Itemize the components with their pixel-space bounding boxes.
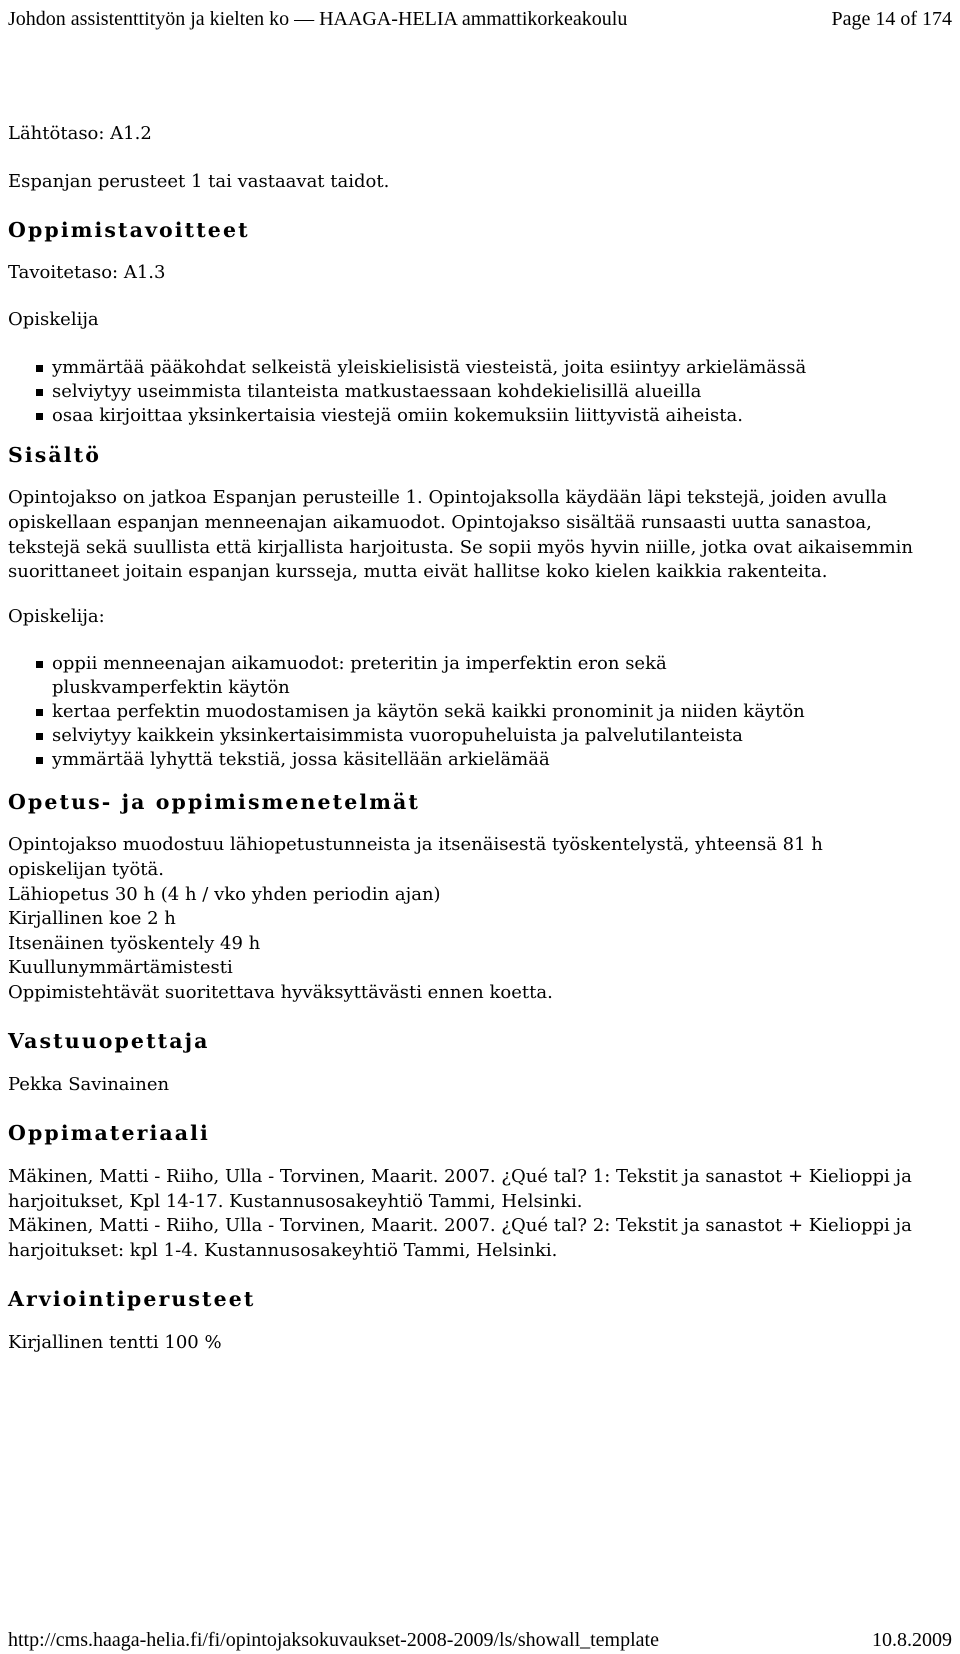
bullet-icon	[36, 365, 43, 372]
heading-vastuuopettaja: Vastuuopettaja	[8, 1028, 210, 1053]
text-line: opiskelijan työtä.	[8, 858, 164, 880]
page-number: Page 14 of 174	[831, 8, 952, 30]
bullet-icon	[36, 733, 43, 740]
text-line: Opintojakso muodostuu lähiopetustunneista ja itsenäisestä työskentelystä, yhteensä 81 h	[8, 834, 823, 856]
page-content	[8, 122, 956, 1356]
print-footer	[8, 1626, 952, 1654]
text-line: Itsenäinen työskentely 49 h	[8, 932, 261, 954]
bullet-icon	[36, 389, 43, 396]
heading-sisalto: Sisältö	[8, 443, 102, 468]
footer-date: 10.8.2009	[872, 1629, 952, 1651]
paragraph-line: Opintojakso on jatkoa Espanjan perusteille 1. Opintojaksolla käydään läpi tekstejä, joiden avulla	[8, 487, 888, 509]
bullet-icon	[36, 757, 43, 764]
list-item: selviytyy useimmista tilanteista matkustaessaan kohdekielisillä alueilla	[36, 380, 956, 404]
lahtotaso-text: Espanjan perusteet 1 tai vastaavat taidot.	[8, 170, 390, 192]
list-item: ymmärtää lyhyttä tekstiä, jossa käsitellään arkielämää	[36, 748, 956, 772]
opetus-text	[8, 833, 956, 1005]
lahtotaso-label: Lähtötaso: A1.2	[8, 123, 152, 144]
list-item: selviytyy kaikkein yksinkertaisimmista vuoropuheluista ja palvelutilanteista	[36, 724, 956, 748]
opiskelija-intro: Opiskelija	[8, 308, 99, 330]
list-item: kertaa perfektin muodostamisen ja käytön sekä kaikki pronominit ja niiden käytön	[36, 700, 956, 724]
oppimistavoitteet-list	[8, 356, 956, 428]
bullet-icon	[36, 413, 43, 420]
bullet-icon	[36, 709, 43, 716]
sisalto-intro: Opiskelija:	[8, 605, 105, 627]
tavoitetaso-text: Tavoitetaso: A1.3	[8, 262, 166, 284]
text-line: Oppimistehtävät suoritettava hyväksyttävästi ennen koetta.	[8, 981, 553, 1003]
paragraph-line: suorittaneet joitain espanjan kursseja, mutta eivät hallitse koko kielen kaikkia rakenteita.	[8, 561, 828, 583]
vastuuopettaja-name: Pekka Savinainen	[8, 1073, 170, 1095]
text-line: Mäkinen, Matti - Riiho, Ulla - Torvinen, Maarit. 2007. ¿Qué tal? 2: Tekstit ja sanastot + Kielioppi ja	[8, 1215, 912, 1237]
text-line: Kuullunymmärtämistesti	[8, 957, 233, 979]
sisalto-list	[8, 652, 956, 772]
heading-arviointi: Arviointiperusteet	[8, 1287, 256, 1312]
document-title: Johdon assistenttityön ja kielten ko — HAAGA-HELIA ammattikorkeakoulu	[8, 8, 628, 30]
paragraph-line: tekstejä sekä suullista että kirjallista harjoitusta. Se sopii myös hyvin niille, jotka ovat aikaisemmin	[8, 536, 913, 558]
text-line: Lähiopetus 30 h (4 h / vko yhden periodin ajan)	[8, 883, 441, 905]
list-item: oppii menneenajan aikamuodot: preteritin ja imperfektin eron sekä pluskvamperfektin käytön	[36, 652, 832, 700]
bullet-icon	[36, 661, 43, 668]
footer-url: http://cms.haaga-helia.fi/fi/opintojaksokuvaukset-2008-2009/ls/showall_template	[8, 1629, 659, 1651]
text-line: harjoitukset: kpl 1-4. Kustannusosakeyhtiö Tammi, Helsinki.	[8, 1239, 558, 1261]
list-item: osaa kirjoittaa yksinkertaisia viestejä omiin kokemuksiin liittyvistä aiheista.	[36, 404, 956, 428]
oppimateriaali-text	[8, 1165, 956, 1263]
text-line: harjoitukset, Kpl 14-17. Kustannusosakeyhtiö Tammi, Helsinki.	[8, 1190, 583, 1212]
heading-oppimistavoitteet: Oppimistavoitteet	[8, 218, 250, 243]
text-line: Mäkinen, Matti - Riiho, Ulla - Torvinen, Maarit. 2007. ¿Qué tal? 1: Tekstit ja sanastot + Kielioppi ja	[8, 1166, 912, 1188]
list-item: ymmärtää pääkohdat selkeistä yleiskielisistä viesteistä, joita esiintyy arkielämässä	[36, 356, 956, 380]
print-header	[8, 4, 952, 34]
arviointi-text: Kirjallinen tentti 100 %	[8, 1332, 222, 1354]
paragraph-line: opiskellaan espanjan menneenajan aikamuodot. Opintojakso sisältää runsaasti uutta sanastoa,	[8, 511, 872, 533]
heading-oppimateriaali: Oppimateriaali	[8, 1121, 210, 1146]
heading-opetus: Opetus- ja oppimismenetelmät	[8, 790, 421, 815]
text-line: Kirjallinen koe 2 h	[8, 908, 176, 930]
sisalto-paragraph	[8, 486, 956, 584]
